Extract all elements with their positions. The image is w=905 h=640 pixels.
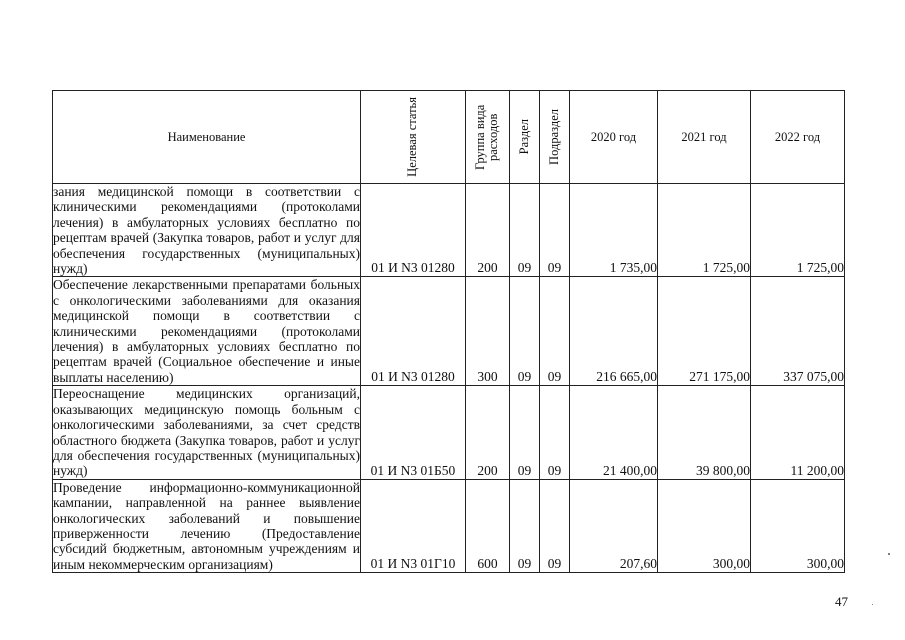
row-section: 09 xyxy=(510,479,540,572)
scan-speck xyxy=(888,553,890,555)
header-name: Наименование xyxy=(53,91,361,184)
table-row xyxy=(53,184,845,277)
header-2022: 2022 год xyxy=(751,91,845,184)
header-subsection: Подраздел xyxy=(546,109,561,165)
table-row xyxy=(53,479,845,572)
row-name: Обеспечение лекарственными препаратами больных с онкологическими заболеваниями для оказания медицинской помощи в соответствии с клиническими рекомендациями (протоколами лечения) в амбулаторных условиях бесплатно по рецептам врачей (Социальное обеспечение и иные выплаты населению) xyxy=(53,277,360,385)
row-2022: 11 200,00 xyxy=(751,386,845,479)
row-2020: 1 735,00 xyxy=(570,184,658,277)
row-expense-group: 200 xyxy=(466,386,510,479)
row-name: зания медицинской помощи в соответствии с клиническими рекомендациями (протоколами лечения) в амбулаторных условиях бесплатно по рецептам врачей (Закупка товаров, работ и услуг для обеспечения государственных (муниципальных) нужд) xyxy=(53,184,360,277)
table-row xyxy=(53,386,845,479)
row-target-article: 01 И N3 01280 xyxy=(361,184,466,277)
table-header-row xyxy=(53,91,845,184)
header-target-article: Целевая статья xyxy=(405,97,420,177)
header-section: Раздел xyxy=(516,119,531,155)
row-2021: 271 175,00 xyxy=(658,277,751,386)
row-2021: 300,00 xyxy=(658,479,751,572)
header-2021: 2021 год xyxy=(658,91,751,184)
header-expense-group: Группа вида расходов xyxy=(473,104,501,170)
row-2022: 337 075,00 xyxy=(751,277,845,386)
row-target-article: 01 И N3 01280 xyxy=(361,277,466,386)
row-section: 09 xyxy=(510,386,540,479)
table-row xyxy=(53,277,845,386)
row-target-article: 01 И N3 01Г10 xyxy=(361,479,466,572)
row-subsection: 09 xyxy=(540,277,570,386)
row-2022: 1 725,00 xyxy=(751,184,845,277)
budget-table xyxy=(52,90,845,573)
row-2020: 207,60 xyxy=(570,479,658,572)
budget-table-page xyxy=(52,90,844,592)
row-2020: 21 400,00 xyxy=(570,386,658,479)
row-2021: 39 800,00 xyxy=(658,386,751,479)
page-number: 47 xyxy=(835,594,848,609)
row-expense-group: 600 xyxy=(466,479,510,572)
row-section: 09 xyxy=(510,277,540,386)
row-2021: 1 725,00 xyxy=(658,184,751,277)
row-expense-group: 200 xyxy=(466,184,510,277)
row-2022: 300,00 xyxy=(751,479,845,572)
row-expense-group: 300 xyxy=(466,277,510,386)
row-name: Проведение информационно-коммуникационной кампании, направленной на раннее выявление онкологических заболеваний и повышение приверженности лечению (Предоставление субсидий бюджетным, автономным учреждениям и иным некоммерческим организациям) xyxy=(53,479,360,572)
row-name: Переоснащение медицинских организаций, оказывающих медицинскую помощь больным с онкологическими заболеваниями, за счет средств областного бюджета (Закупка товаров, работ и услуг для обеспечения государственных (муниципальных) нужд) xyxy=(53,386,360,479)
row-2020: 216 665,00 xyxy=(570,277,658,386)
row-target-article: 01 И N3 01Б50 xyxy=(361,386,466,479)
header-2020: 2020 год xyxy=(570,91,658,184)
row-subsection: 09 xyxy=(540,386,570,479)
row-subsection: 09 xyxy=(540,184,570,277)
row-subsection: 09 xyxy=(540,479,570,572)
row-section: 09 xyxy=(510,184,540,277)
scan-speck xyxy=(872,604,873,605)
